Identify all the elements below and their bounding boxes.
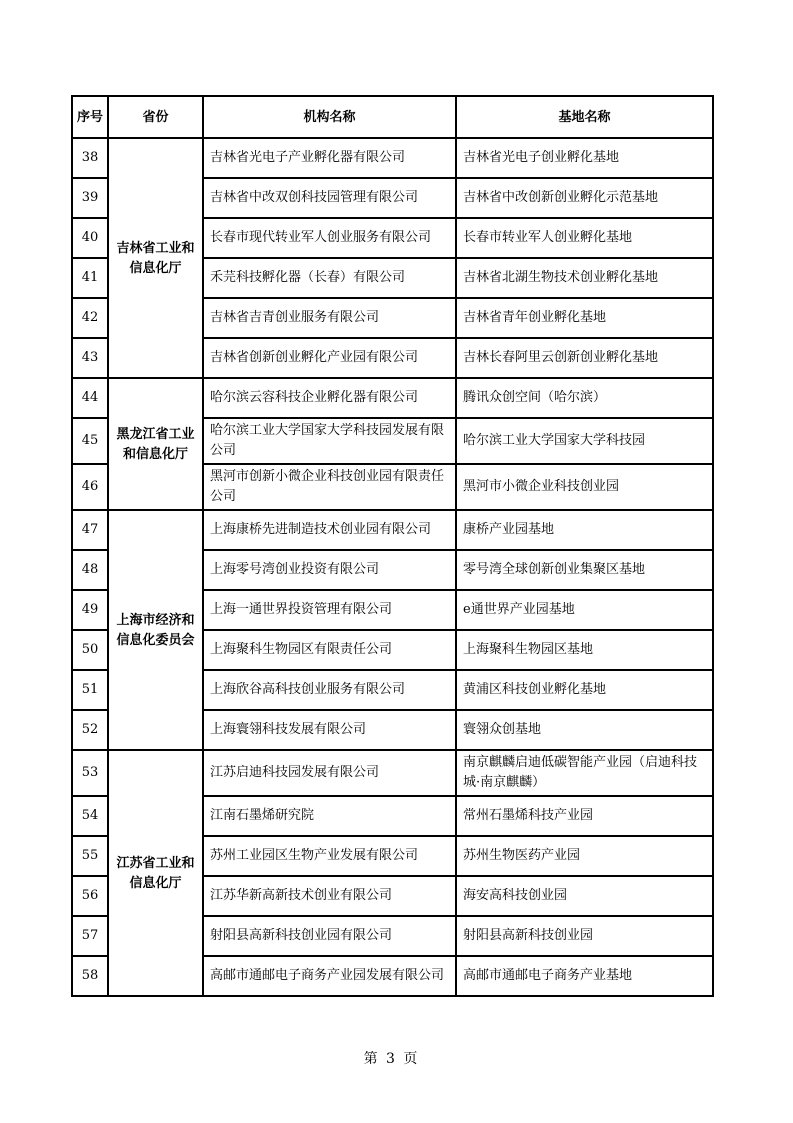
org-name-cell: 苏州工业园区生物产业发展有限公司 xyxy=(203,836,456,876)
base-name-cell: 高邮市通邮电子商务产业基地 xyxy=(456,956,713,996)
org-name-cell: 长春市现代转业军人创业服务有限公司 xyxy=(203,218,456,258)
column-header-province: 省份 xyxy=(108,96,203,138)
org-name-cell: 黑河市创新小微企业科技创业园有限责任公司 xyxy=(203,464,456,510)
org-name-cell: 上海一通世界投资管理有限公司 xyxy=(203,590,456,630)
base-name-cell: 吉林长春阿里云创新创业孵化基地 xyxy=(456,338,713,378)
incubator-base-table xyxy=(71,95,714,997)
row-number-cell: 44 xyxy=(72,378,108,418)
base-name-cell: 黄浦区科技创业孵化基地 xyxy=(456,670,713,710)
row-number-cell: 51 xyxy=(72,670,108,710)
org-name-cell: 哈尔滨云容科技企业孵化器有限公司 xyxy=(203,378,456,418)
org-name-cell: 上海聚科生物园区有限责任公司 xyxy=(203,630,456,670)
org-name-cell: 禾芫科技孵化器（长春）有限公司 xyxy=(203,258,456,298)
row-number-cell: 50 xyxy=(72,630,108,670)
base-name-cell: 黑河市小微企业科技创业园 xyxy=(456,464,713,510)
base-name-cell: 康桥产业园基地 xyxy=(456,510,713,550)
province-cell: 上海市经济和信息化委员会 xyxy=(108,510,203,750)
base-name-cell: 零号湾全球创新创业集聚区基地 xyxy=(456,550,713,590)
province-cell: 黑龙江省工业和信息化厅 xyxy=(108,378,203,510)
row-number-cell: 48 xyxy=(72,550,108,590)
base-name-cell: 吉林省青年创业孵化基地 xyxy=(456,298,713,338)
table-header-row xyxy=(72,96,713,138)
table-row xyxy=(72,138,713,178)
row-number-cell: 58 xyxy=(72,956,108,996)
row-number-cell: 47 xyxy=(72,510,108,550)
province-cell: 吉林省工业和信息化厅 xyxy=(108,138,203,378)
base-name-cell: 射阳县高新科技创业园 xyxy=(456,916,713,956)
row-number-cell: 54 xyxy=(72,796,108,836)
org-name-cell: 吉林省中改双创科技园管理有限公司 xyxy=(203,178,456,218)
org-name-cell: 江南石墨烯研究院 xyxy=(203,796,456,836)
org-name-cell: 上海寰翎科技发展有限公司 xyxy=(203,710,456,750)
base-name-cell: 常州石墨烯科技产业园 xyxy=(456,796,713,836)
org-name-cell: 上海零号湾创业投资有限公司 xyxy=(203,550,456,590)
province-cell: 江苏省工业和信息化厅 xyxy=(108,750,203,996)
row-number-cell: 46 xyxy=(72,464,108,510)
row-number-cell: 53 xyxy=(72,750,108,796)
org-name-cell: 江苏启迪科技园发展有限公司 xyxy=(203,750,456,796)
base-name-cell: 吉林省北湖生物技术创业孵化基地 xyxy=(456,258,713,298)
base-name-cell: e通世界产业园基地 xyxy=(456,590,713,630)
row-number-cell: 39 xyxy=(72,178,108,218)
row-number-cell: 49 xyxy=(72,590,108,630)
base-name-cell: 长春市转业军人创业孵化基地 xyxy=(456,218,713,258)
row-number-cell: 38 xyxy=(72,138,108,178)
page-number: 第 3 页 xyxy=(363,1051,420,1067)
base-name-cell: 哈尔滨工业大学国家大学科技园 xyxy=(456,418,713,464)
org-name-cell: 射阳县高新科技创业园有限公司 xyxy=(203,916,456,956)
base-name-cell: 吉林省中改创新创业孵化示范基地 xyxy=(456,178,713,218)
base-name-cell: 南京麒麟启迪低碳智能产业园（启迪科技城·南京麒麟） xyxy=(456,750,713,796)
org-name-cell: 上海康桥先进制造技术创业园有限公司 xyxy=(203,510,456,550)
row-number-cell: 40 xyxy=(72,218,108,258)
base-name-cell: 寰翎众创基地 xyxy=(456,710,713,750)
org-name-cell: 上海欣谷高科技创业服务有限公司 xyxy=(203,670,456,710)
base-name-cell: 上海聚科生物园区基地 xyxy=(456,630,713,670)
row-number-cell: 45 xyxy=(72,418,108,464)
row-number-cell: 52 xyxy=(72,710,108,750)
row-number-cell: 41 xyxy=(72,258,108,298)
row-number-cell: 43 xyxy=(72,338,108,378)
org-name-cell: 江苏华新高新技术创业有限公司 xyxy=(203,876,456,916)
table-row xyxy=(72,510,713,550)
column-header-org: 机构名称 xyxy=(203,96,456,138)
org-name-cell: 哈尔滨工业大学国家大学科技园发展有限公司 xyxy=(203,418,456,464)
incubator-table-container xyxy=(71,95,713,997)
org-name-cell: 吉林省吉青创业服务有限公司 xyxy=(203,298,456,338)
row-number-cell: 56 xyxy=(72,876,108,916)
base-name-cell: 海安高科技创业园 xyxy=(456,876,713,916)
row-number-cell: 42 xyxy=(72,298,108,338)
org-name-cell: 吉林省创新创业孵化产业园有限公司 xyxy=(203,338,456,378)
row-number-cell: 57 xyxy=(72,916,108,956)
base-name-cell: 腾讯众创空间（哈尔滨） xyxy=(456,378,713,418)
column-header-no: 序号 xyxy=(72,96,108,138)
base-name-cell: 吉林省光电子创业孵化基地 xyxy=(456,138,713,178)
org-name-cell: 高邮市通邮电子商务产业园发展有限公司 xyxy=(203,956,456,996)
table-row xyxy=(72,750,713,796)
column-header-base: 基地名称 xyxy=(456,96,713,138)
base-name-cell: 苏州生物医药产业园 xyxy=(456,836,713,876)
org-name-cell: 吉林省光电子产业孵化器有限公司 xyxy=(203,138,456,178)
table-row xyxy=(72,378,713,418)
row-number-cell: 55 xyxy=(72,836,108,876)
